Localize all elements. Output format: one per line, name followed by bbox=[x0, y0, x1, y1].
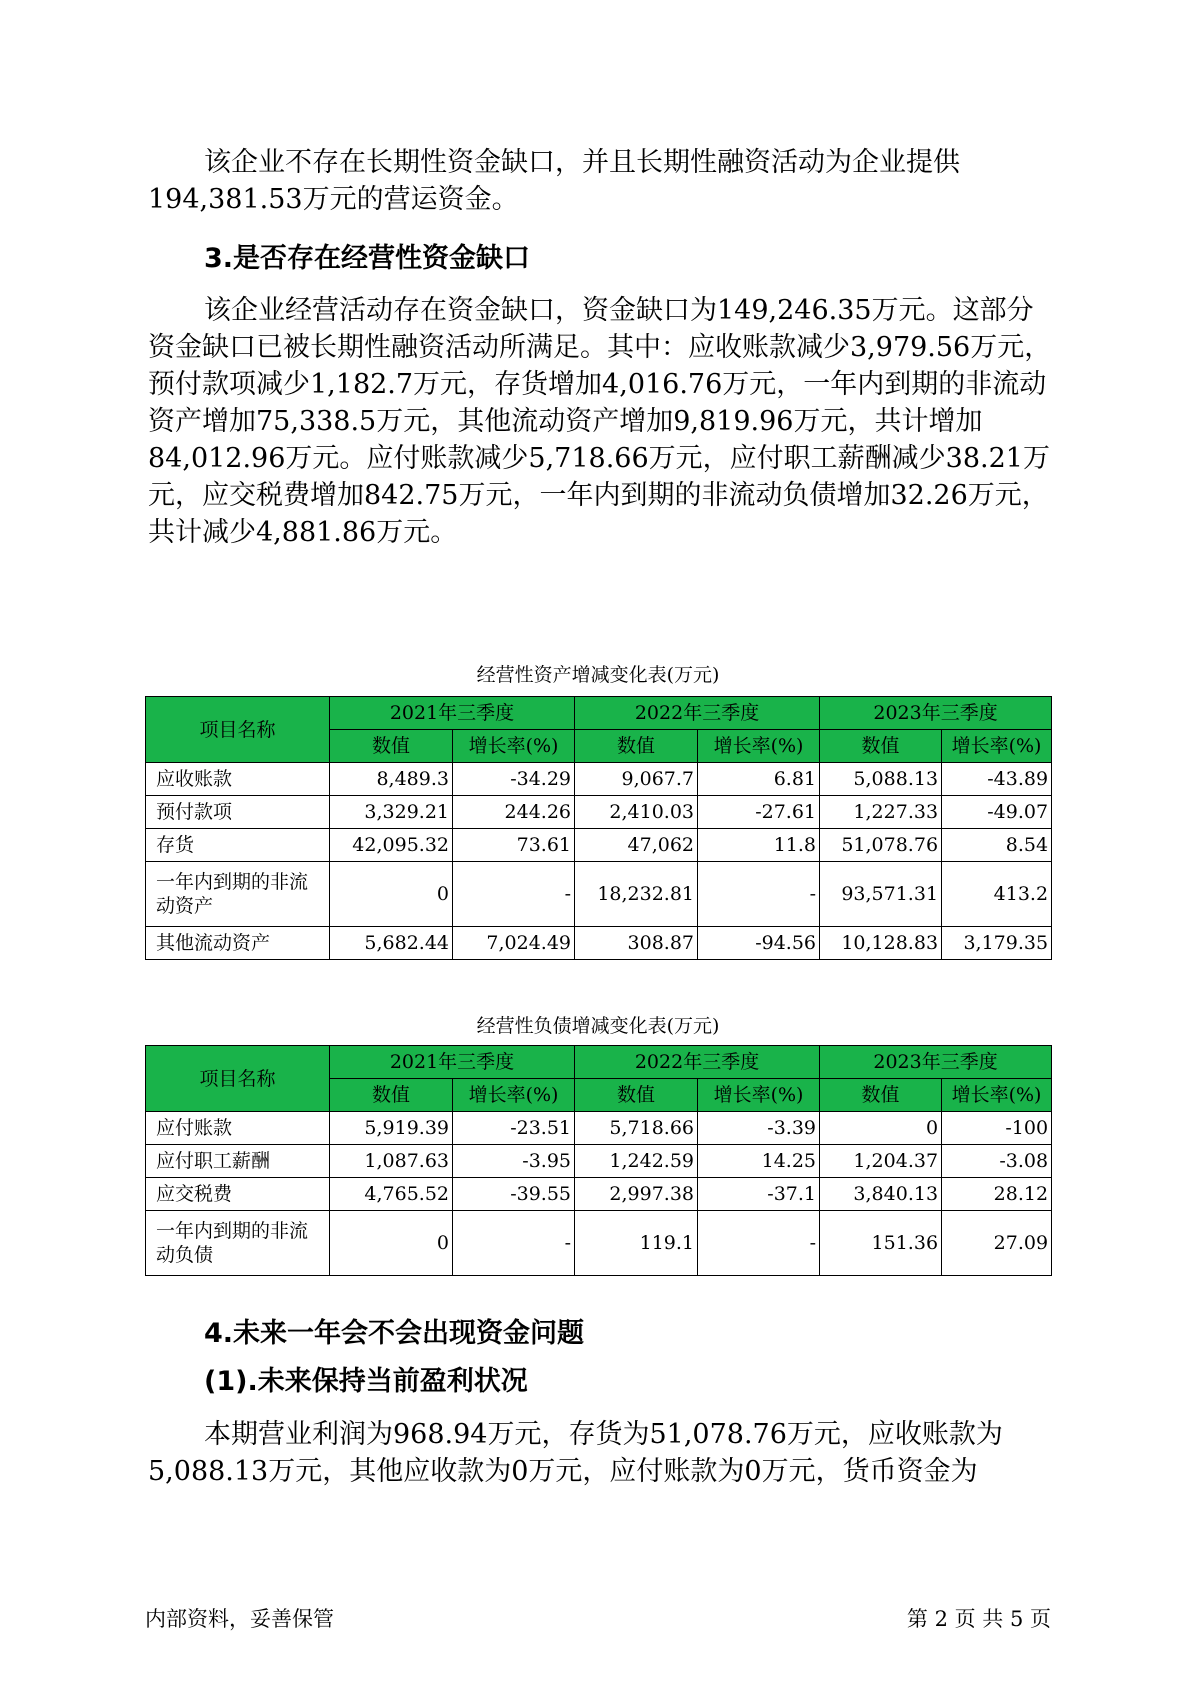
row-name: 应交税费 bbox=[146, 1178, 330, 1211]
cell-value: 51,078.76 bbox=[820, 829, 942, 862]
table-row bbox=[146, 1145, 1052, 1178]
cell-value: 3,840.13 bbox=[820, 1178, 942, 1211]
header-growth: 增长率(%) bbox=[942, 730, 1052, 763]
cell-growth: -27.61 bbox=[698, 796, 820, 829]
header-value: 数值 bbox=[330, 730, 453, 763]
footer-page-number: 第 2 页 共 5 页 bbox=[906, 1607, 1051, 1631]
table-row bbox=[146, 1178, 1052, 1211]
header-value: 数值 bbox=[820, 730, 942, 763]
paragraph-long-term-funding bbox=[148, 144, 1048, 218]
cell-growth: 6.81 bbox=[698, 763, 820, 796]
cell-value: 4,765.52 bbox=[330, 1178, 453, 1211]
cell-value: 5,682.44 bbox=[330, 927, 453, 960]
cell-growth: -34.29 bbox=[453, 763, 575, 796]
cell-value: 0 bbox=[330, 1211, 453, 1276]
cell-growth: -39.55 bbox=[453, 1178, 575, 1211]
paragraph-operating-gap bbox=[148, 292, 1052, 551]
text-line: 本期营业利润为968.94万元，存货为51,078.76万元，应收账款为 bbox=[204, 1419, 1003, 1450]
cell-value: 0 bbox=[820, 1112, 942, 1145]
cell-growth: -3.08 bbox=[942, 1145, 1052, 1178]
table-operating-liabilities bbox=[145, 1045, 1052, 1276]
text-line: 资金缺口已被长期性融资活动所满足。其中：应收账款减少3,979.56万元， bbox=[148, 332, 1052, 363]
paragraph-profit-status bbox=[148, 1416, 1048, 1490]
cell-value: 9,067.7 bbox=[575, 763, 698, 796]
table-row bbox=[146, 829, 1052, 862]
header-value: 数值 bbox=[575, 730, 698, 763]
header-growth: 增长率(%) bbox=[453, 1079, 575, 1112]
header-period: 2023年三季度 bbox=[820, 697, 1052, 730]
table-operating-assets bbox=[145, 696, 1052, 960]
header-value: 数值 bbox=[575, 1079, 698, 1112]
text-line: 共计减少4,881.86万元。 bbox=[148, 517, 458, 548]
cell-value: 42,095.32 bbox=[330, 829, 453, 862]
cell-growth: 28.12 bbox=[942, 1178, 1052, 1211]
cell-growth: -49.07 bbox=[942, 796, 1052, 829]
row-name bbox=[146, 862, 330, 927]
table-row bbox=[146, 927, 1052, 960]
row-name-line: 一年内到期的非流 bbox=[156, 1220, 309, 1242]
table-caption-liabilities: 经营性负债增减变化表(万元) bbox=[476, 1015, 720, 1037]
cell-growth: - bbox=[698, 862, 820, 927]
cell-growth: -3.95 bbox=[453, 1145, 575, 1178]
table-row bbox=[146, 763, 1052, 796]
cell-value: 1,242.59 bbox=[575, 1145, 698, 1178]
footer-confidential-note: 内部资料，妥善保管 bbox=[145, 1607, 334, 1631]
table-header-row bbox=[146, 697, 1052, 730]
cell-value: 3,329.21 bbox=[330, 796, 453, 829]
cell-value: 308.87 bbox=[575, 927, 698, 960]
cell-growth: 11.8 bbox=[698, 829, 820, 862]
text-line: 预付款项减少1,182.7万元，存货增加4,016.76万元，一年内到期的非流动 bbox=[148, 369, 1047, 400]
cell-growth: 73.61 bbox=[453, 829, 575, 862]
cell-value: 5,088.13 bbox=[820, 763, 942, 796]
table-row bbox=[146, 1211, 1052, 1276]
cell-value: 93,571.31 bbox=[820, 862, 942, 927]
cell-growth: -3.39 bbox=[698, 1112, 820, 1145]
header-growth: 增长率(%) bbox=[698, 1079, 820, 1112]
table-caption-assets: 经营性资产增减变化表(万元) bbox=[476, 664, 720, 686]
cell-value: 0 bbox=[330, 862, 453, 927]
header-value: 数值 bbox=[820, 1079, 942, 1112]
row-name: 应付职工薪酬 bbox=[146, 1145, 330, 1178]
cell-value: 119.1 bbox=[575, 1211, 698, 1276]
row-name: 应付账款 bbox=[146, 1112, 330, 1145]
cell-value: 10,128.83 bbox=[820, 927, 942, 960]
row-name-line: 一年内到期的非流 bbox=[156, 871, 309, 893]
header-growth: 增长率(%) bbox=[453, 730, 575, 763]
cell-growth: 7,024.49 bbox=[453, 927, 575, 960]
cell-growth: 8.54 bbox=[942, 829, 1052, 862]
row-name: 其他流动资产 bbox=[146, 927, 330, 960]
cell-value: 1,204.37 bbox=[820, 1145, 942, 1178]
cell-growth: 3,179.35 bbox=[942, 927, 1052, 960]
cell-growth: -23.51 bbox=[453, 1112, 575, 1145]
cell-growth: - bbox=[453, 1211, 575, 1276]
header-period: 2022年三季度 bbox=[575, 697, 820, 730]
header-period: 2021年三季度 bbox=[330, 1046, 575, 1079]
cell-growth: 244.26 bbox=[453, 796, 575, 829]
header-value: 数值 bbox=[330, 1079, 453, 1112]
header-item-name: 项目名称 bbox=[146, 697, 330, 763]
cell-value: 8,489.3 bbox=[330, 763, 453, 796]
row-name: 存货 bbox=[146, 829, 330, 862]
header-period: 2021年三季度 bbox=[330, 697, 575, 730]
subsection-heading-4-1: (1).未来保持当前盈利状况 bbox=[204, 1366, 528, 1397]
table-row bbox=[146, 796, 1052, 829]
text-line: 5,088.13万元，其他应收款为0万元，应付账款为0万元，货币资金为 bbox=[148, 1456, 978, 1487]
section-heading-3: 3.是否存在经营性资金缺口 bbox=[204, 243, 531, 274]
cell-growth: - bbox=[698, 1211, 820, 1276]
row-name: 预付款项 bbox=[146, 796, 330, 829]
cell-value: 1,087.63 bbox=[330, 1145, 453, 1178]
header-growth: 增长率(%) bbox=[698, 730, 820, 763]
row-name bbox=[146, 1211, 330, 1276]
header-period: 2022年三季度 bbox=[575, 1046, 820, 1079]
cell-growth: 413.2 bbox=[942, 862, 1052, 927]
section-heading-4: 4.未来一年会不会出现资金问题 bbox=[204, 1318, 585, 1349]
text-line: 194,381.53万元的营运资金。 bbox=[148, 184, 519, 215]
header-item-name: 项目名称 bbox=[146, 1046, 330, 1112]
header-growth: 增长率(%) bbox=[942, 1079, 1052, 1112]
text-line: 该企业不存在长期性资金缺口，并且长期性融资活动为企业提供 bbox=[204, 147, 960, 178]
text-line: 该企业经营活动存在资金缺口，资金缺口为149,246.35万元。这部分 bbox=[204, 295, 1034, 326]
cell-value: 151.36 bbox=[820, 1211, 942, 1276]
cell-growth: -100 bbox=[942, 1112, 1052, 1145]
cell-growth: -43.89 bbox=[942, 763, 1052, 796]
text-line: 元，应交税费增加842.75万元，一年内到期的非流动负债增加32.26万元， bbox=[148, 480, 1049, 511]
table-header-row bbox=[146, 1046, 1052, 1079]
cell-value: 2,410.03 bbox=[575, 796, 698, 829]
table-row bbox=[146, 862, 1052, 927]
cell-value: 5,718.66 bbox=[575, 1112, 698, 1145]
cell-growth: 14.25 bbox=[698, 1145, 820, 1178]
row-name-line: 动负债 bbox=[156, 1244, 214, 1266]
table-row bbox=[146, 1112, 1052, 1145]
cell-growth: -37.1 bbox=[698, 1178, 820, 1211]
cell-value: 47,062 bbox=[575, 829, 698, 862]
cell-growth: -94.56 bbox=[698, 927, 820, 960]
row-name-line: 动资产 bbox=[156, 895, 214, 917]
cell-value: 2,997.38 bbox=[575, 1178, 698, 1211]
text-line: 84,012.96万元。应付账款减少5,718.66万元，应付职工薪酬减少38.21万 bbox=[148, 443, 1050, 474]
text-line: 资产增加75,338.5万元，其他流动资产增加9,819.96万元，共计增加 bbox=[148, 406, 983, 437]
cell-growth: - bbox=[453, 862, 575, 927]
cell-value: 18,232.81 bbox=[575, 862, 698, 927]
cell-growth: 27.09 bbox=[942, 1211, 1052, 1276]
header-period: 2023年三季度 bbox=[820, 1046, 1052, 1079]
cell-value: 1,227.33 bbox=[820, 796, 942, 829]
row-name: 应收账款 bbox=[146, 763, 330, 796]
cell-value: 5,919.39 bbox=[330, 1112, 453, 1145]
